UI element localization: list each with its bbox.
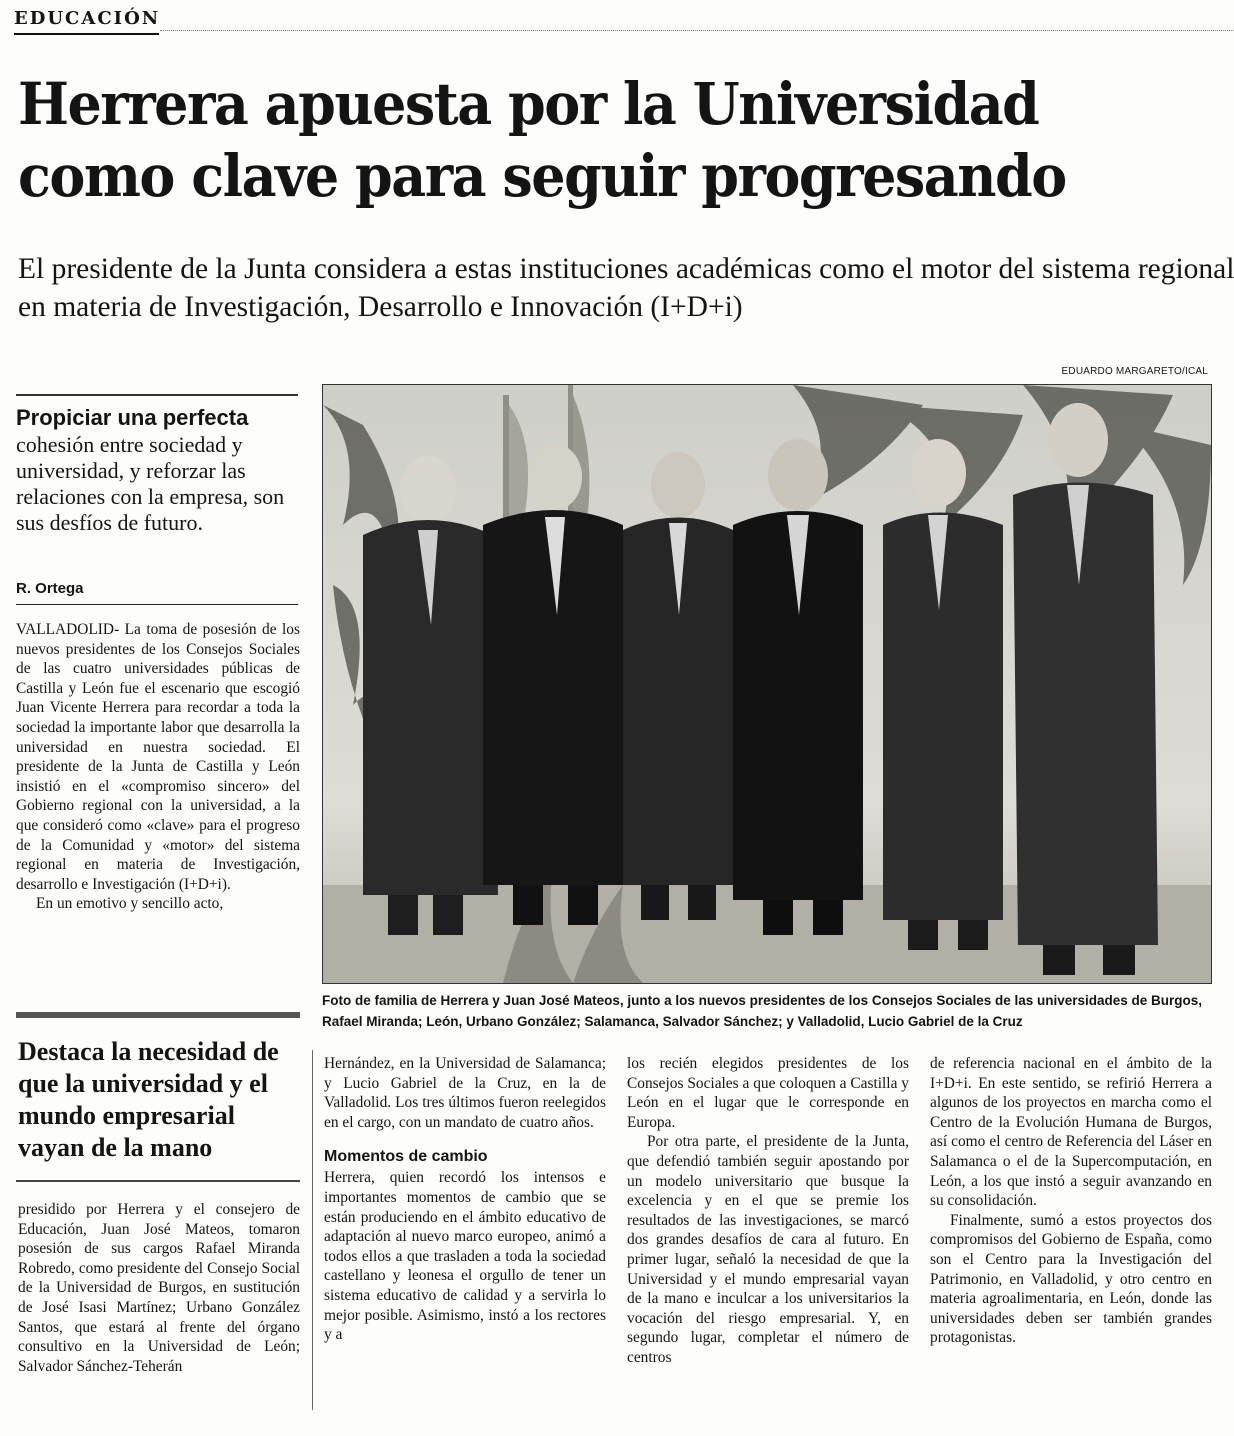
group-photo-illustration [323,385,1211,983]
byline-rule [16,604,298,605]
byline: R. Ortega [16,580,84,597]
paragraph-presidido: presidido por Herrera y el consejero de Educación, Juan José Mateos, tomaron posesión de sus cargos Rafael Miranda Robredo, como presidente del Consejo Social de la Universidad de Burgos, en sustitución de José Isasi Martínez; Urbano González Santos, que estará al frente del órgano consultivo en la Universidad de León; Salvador Sánchez-Teherán [18,1201,300,1375]
paragraph-elegidos: los recién elegidos presidentes de los Consejos Sociales a que coloquen a Castilla y León en el lugar que le corresponde en Europa. [627,1055,909,1131]
paragraph-hernandez: Hernández, en la Universidad de Salamanca; y Lucio Gabriel de la Cruz, en la de Valladolid. Los tres últimos fueron reelegidos en el cargo, con un mandato de cuatro años. [324,1055,606,1131]
column-3 [627,1054,909,1368]
paragraph-por-otra-parte: Por otra parte, el presidente de la Junta, que defendió también seguir apostando por un modelo universitario que busque la excelencia y en el que se premie los resultados de las investigaciones, se marcó dos grandes desafíos de cara al futuro. En primer lugar, señaló la necesidad de que la Universidad y el mundo empresarial vayan de la mano e inculcar a los universitarios la vocación del riesgo empresarial. Y, en segundo lugar, completar el número de centros [627,1133,909,1366]
column-4 [930,1054,1212,1348]
paragraph-referencia: de referencia nacional en el ámbito de la I+D+i. En este sentido, se refirió Herrera a algunos de los proyectos en marcha como el Centro de la Evolución Humana de Burgos, así como el centro de Referencia del Láser en Salamanca o el de la Supercomputación, en León, a los que instó a seguir avanzando en su consolidación. [930,1055,1212,1210]
photo-credit: EDUARDO MARGARETO/ICAL [1061,366,1208,377]
subheadline: El presidente de la Junta considera a estas instituciones académicas como el motor del sistema regional en materia de Investigación, Desarrollo e Innovación (I+D+i) [18,253,1234,323]
headline: Herrera apuesta por la Universidad como clave para seguir progresando [18,70,1066,210]
paragraph-acto: En un emotivo y sencillo acto, [36,895,224,913]
column-1-top [16,620,300,914]
lead-paragraph: VALLADOLID- La toma de posesión de los nuevos presidentes de los Consejos Sociales de las cuatro universidades públicas de Castilla y León fue el escenario que escogió Juan Vicente Herrera para recordar a toda la sociedad la importante labor que desarrolla la universidad en nuestra sociedad. El presidente de la Junta de Castilla y León insistió en el «compromiso sincero» del Gobierno regional con la universidad, a la que consideró como «clave» para el progreso de la Comunidad y «motor» del sistema regional en materia de Investigación, desarrollo e Investigación (I+D+i). [16,621,300,893]
top-rule [160,30,1234,31]
section-label: EDUCACIÓN [14,8,159,35]
paragraph-herrera: Herrera, quien recordó los intensos e importantes momentos de cambio que se están produciendo en el ámbito educativo de adaptación al nuevo marco europeo, animó a todos ellos a que trasladen a toda la sociedad castellano y leonesa el orgullo de tener un sistema educativo de calidad y a servirla lo mejor posible. Asimismo, instó a los rectores y a [324,1169,606,1344]
paragraph-finalmente: Finalmente, sumó a estos proyectos dos compromisos del Gobierno de España, como son el Centro para la Investigación del Patrimonio, en Valladolid, y otro centro en materia agroalimentaria, en León, donde las universidades deben ser también grandes protagonistas. [930,1211,1212,1347]
pullquote: Destaca la necesidad de que la universidad y el mundo empresarial vayan de la mano [18,1037,279,1162]
column-divider [312,1050,313,1410]
group-photo [322,384,1212,984]
kicker-top-rule [16,394,298,396]
column-1-bottom [18,1200,300,1376]
subsection-title: Momentos de cambio [324,1148,488,1166]
pullquote-bottom-rule [16,1180,300,1182]
kicker-lead: Propiciar una perfecta [16,405,249,430]
kicker-text: cohesión entre sociedad y universidad, y reforzar las relaciones con la empresa, son sus desfíos de futuro. [16,432,285,535]
pullquote-top-rule [16,1012,300,1018]
column-2 [324,1054,606,1345]
photo-caption: Foto de familia de Herrera y Juan José Mateos, junto a los nuevos presidentes de los Consejos Sociales de las universidades de Burgos, Rafael Miranda; León, Urbano González; Salamanca, Salvador Sánchez; y Valladolid, Lucio Gabriel de la Cruz [322,993,1203,1029]
